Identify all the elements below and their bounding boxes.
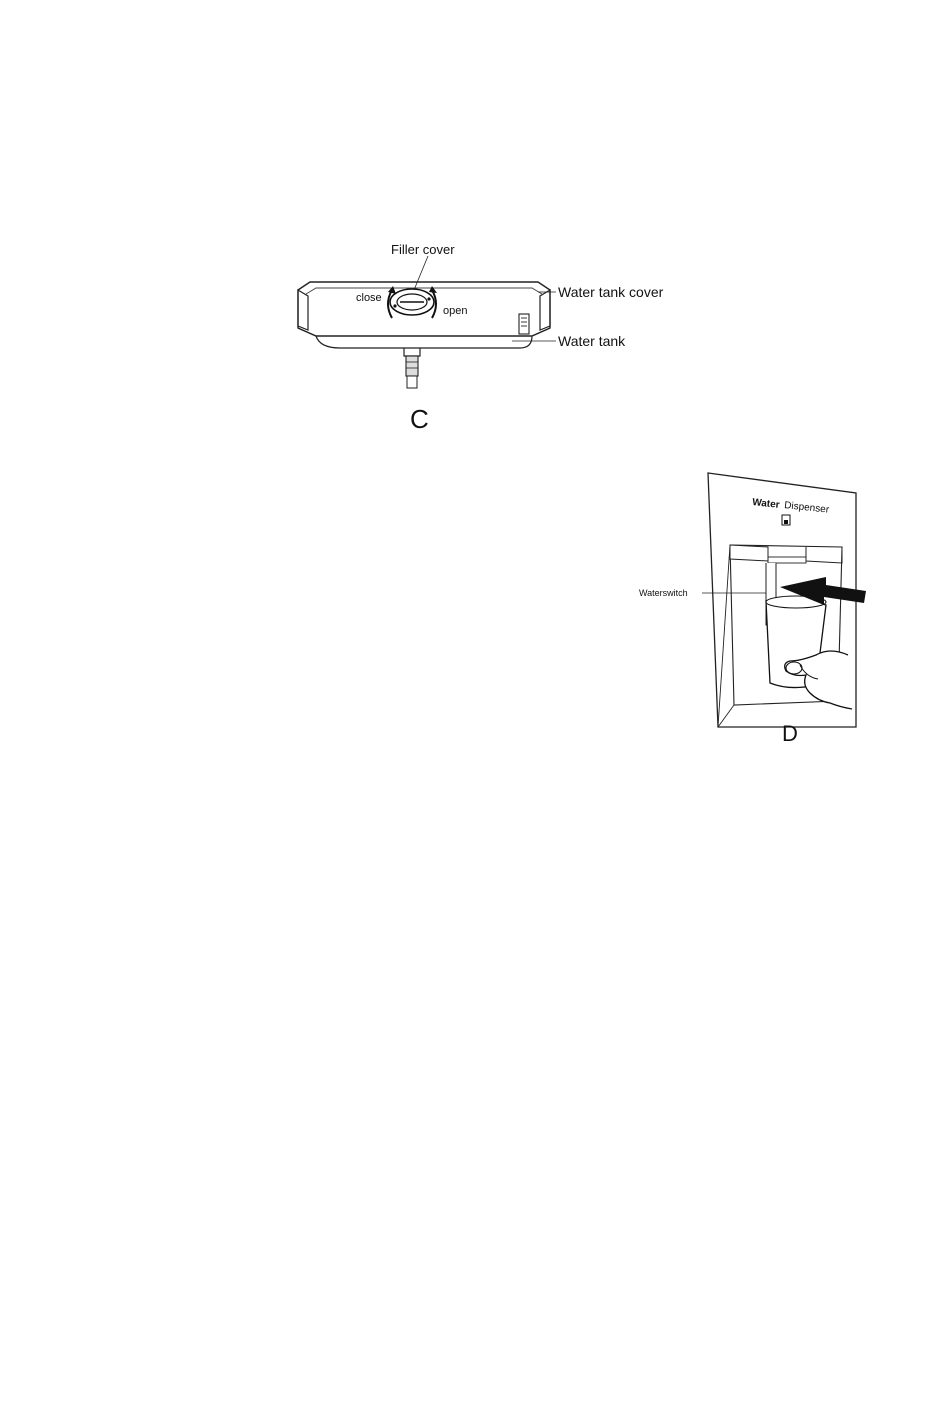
dispenser-illustration (630, 465, 870, 750)
label-water-tank: Water tank (558, 333, 626, 349)
figure-letter-c: C (410, 404, 429, 434)
label-filler-cover: Filler cover (391, 242, 455, 257)
tank-latch (519, 314, 529, 334)
figure-letter-d: D (782, 721, 798, 746)
label-close: close (356, 292, 382, 304)
figure-c-water-tank (280, 230, 700, 440)
label-water-tank-cover: Water tank cover (558, 284, 664, 300)
panel-title-water: Water (751, 497, 781, 511)
panel-title-dispenser: Dispenser (783, 500, 830, 516)
tank-right-end (540, 290, 550, 330)
label-open: open (443, 305, 468, 317)
outlet-valve (404, 348, 420, 356)
tank-left-end (298, 290, 308, 330)
water-tank-illustration (280, 230, 700, 440)
figure-d-water-dispenser (630, 465, 870, 750)
tank-body (316, 336, 532, 348)
label-water-switch: Waterswitch (639, 588, 688, 598)
